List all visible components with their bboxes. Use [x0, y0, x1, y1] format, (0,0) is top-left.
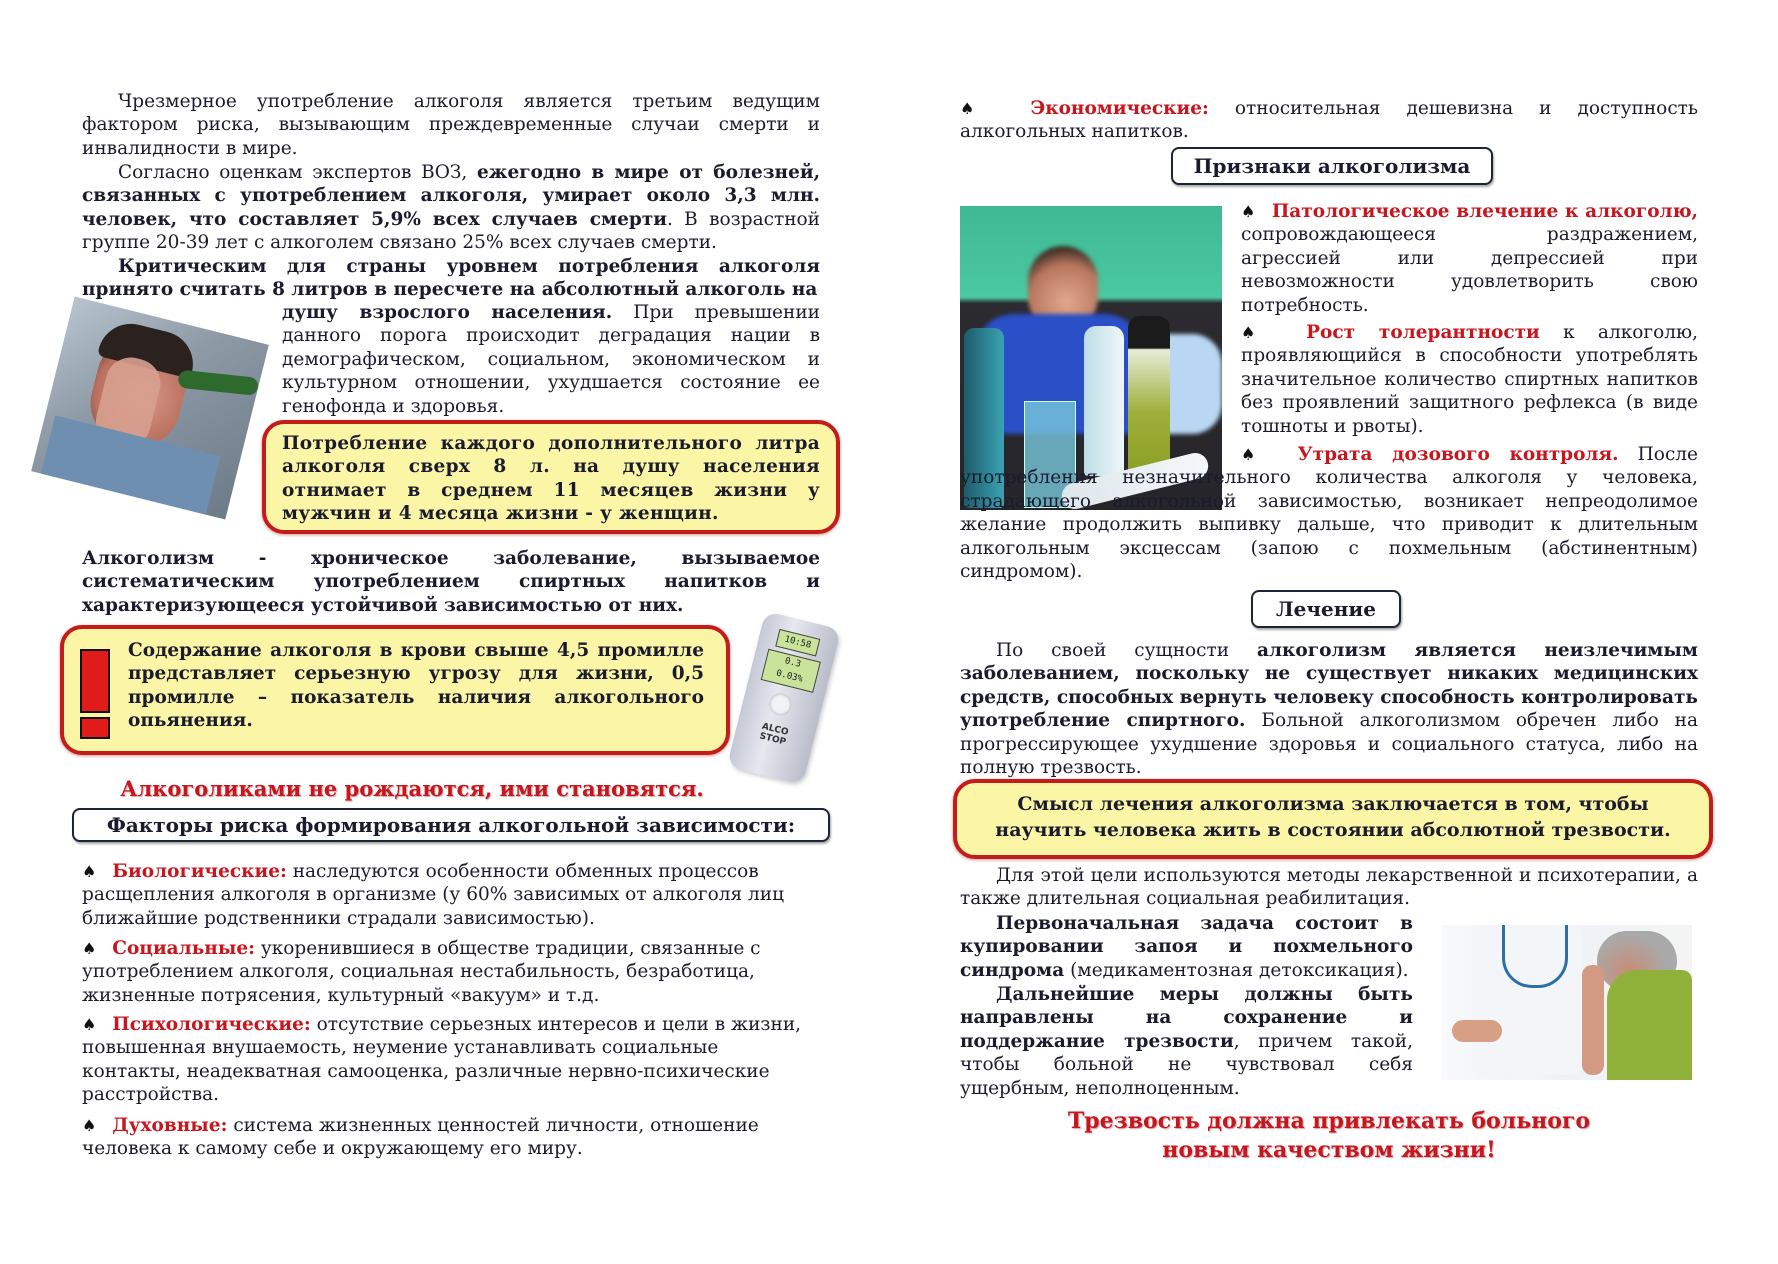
initial-bold: Первоначальная задача состоит в купировании запоя и похмельного синдрома: [960, 913, 1413, 981]
methods-paragraph: Для этой цели используются методы лекарственной и психотерапии, а также длительная социальная реабилитация.: [960, 865, 1698, 910]
treatment-bold: алкоголизм является неизлечимым заболеванием, поскольку не существует никаких медицинских средств, способных вернуть человеку способность контролировать употребление спиртного.: [960, 640, 1698, 732]
spade-icon: ♠: [82, 862, 97, 881]
intro-p2-bold: ежегодно в мире от болезней, связанных с употреблением алкоголя, умирает около 3,3 млн. человек, что составляет 5,9% всех случаев смерти: [82, 162, 821, 230]
risk-factor-text: наследуются особенности обменных процессов расщепления алкоголя в организме (у 60% зависимых от алкоголя лиц ближайшие родственники страдали зависимостью).: [82, 861, 785, 929]
risk-factor-text: отсутствие серьезных интересов и цели в жизни, повышенная внушаемость, неумение устанавливать социальные контакты, неадекватная самооценка, различные нервно-психические расстройства.: [82, 1014, 802, 1106]
spade-icon: ♠: [1241, 445, 1269, 464]
sign-text: к алкоголю, проявляющийся в способности употреблять значительное количество спиртных напитков без проявлений защитного рефлекса (в виде тошноты и рвоты).: [1241, 322, 1698, 437]
risk-factor-economic: [960, 97, 1698, 144]
risk-factor-biological: [82, 860, 820, 930]
doctor-hand: [1452, 1020, 1502, 1042]
risk-factor-title: Духовные:: [112, 1115, 228, 1136]
sign-dose-control: [960, 443, 1698, 583]
drunk-man-photo: [31, 296, 269, 519]
treatment-normal: По своей сущности: [996, 640, 1258, 661]
spade-icon: ♠: [960, 99, 995, 118]
screen-value-1: 0.3: [783, 656, 802, 670]
risk-factor-text: относительная дешевизна и доступность алкогольных напитков.: [960, 98, 1698, 143]
further-tail: , причем такой, чтобы больной не чувствовал себя ущербным, неполноценным.: [960, 1030, 1414, 1099]
exclamation-icon: [78, 649, 110, 739]
risk-factor-social: [82, 937, 820, 1007]
risk-factor-psychological: [82, 1013, 820, 1107]
risk-factor-text: укоренившиеся в обществе традиции, связанные с употреблением алкоголя, социальная нестабильность, безработица, жизненные потрясения, культурный «вакуум» и т.д.: [82, 938, 761, 1006]
risk-factor-title: Социальные:: [112, 938, 255, 959]
sign-title: Рост толерантности: [1306, 322, 1540, 343]
breathalyzer-button: [767, 691, 794, 718]
spade-icon: ♠: [1241, 323, 1273, 342]
intro-paragraph-2: [82, 161, 820, 255]
spade-icon: ♠: [82, 1015, 97, 1034]
sign-title: Патологическое влечение к алкоголю,: [1271, 201, 1698, 222]
initial-tail: (медикаментозная детоксикация).: [1064, 959, 1409, 981]
treatment-meaning-box: [953, 779, 1713, 859]
further-bold: Дальнейшие меры должны быть направлены на сохранение и поддержание трезвости: [960, 984, 1413, 1052]
critical-level-paragraph: [282, 301, 820, 418]
litre-box: [262, 420, 840, 534]
spade-icon: ♠: [82, 1116, 97, 1135]
spade-icon: ♠: [82, 939, 97, 958]
treatment-paragraph: [960, 639, 1698, 779]
meaning-line-1: Смысл лечения алкоголизма заключается в том, чтобы: [1017, 793, 1649, 815]
bottle-icon: [177, 370, 258, 396]
spade-icon: ♠: [1241, 202, 1256, 221]
intro-paragraph-1: Чрезмерное употребление алкоголя является третьим ведущим фактором риска, вызывающим преждевременные случаи смерти и инвалидности в мире.: [82, 91, 820, 159]
meaning-line-2: научить человека жить в состоянии абсолютной трезвости.: [995, 819, 1671, 841]
initial-task-paragraph: [960, 912, 1413, 982]
doctor-patient-photo: [1442, 925, 1692, 1080]
right-page: [889, 0, 1778, 1264]
patient-shirt: [1607, 970, 1692, 1080]
promille-box-text: Содержание алкоголя в крови свыше 4,5 промилле представляет серьезную угрозу для жизни, 0,5 промилле – показатель наличия алкогольного опьянения.: [128, 640, 704, 732]
treatment-tail: Больной алкоголизмом обречен либо на прогрессирующее ухудшение здоровья и социального статуса, либо на полную трезвость.: [960, 710, 1698, 779]
intro-p2-tail: . В возрастной группе 20-39 лет с алкоголем связано 25% всех случаев смерти.: [82, 208, 820, 254]
intro-p2-normal: Согласно оценкам экспертов ВОЗ,: [118, 162, 477, 183]
litre-box-text: Потребление каждого дополнительного литра алкоголя сверх 8 л. на душу населения отнимает в среднем 11 месяцев жизни у мужчин и 4 месяца жизни - у женщин.: [282, 433, 820, 525]
sign-tolerance: [1241, 321, 1698, 438]
further-measures-paragraph: [960, 983, 1413, 1100]
risk-factors-heading: Факторы риска формирования алкогольной зависимости:: [72, 808, 830, 842]
promille-box: [60, 625, 730, 755]
sign-title: Утрата дозового контроля.: [1297, 444, 1619, 465]
patient-arm: [1582, 965, 1604, 1075]
treatment-heading: Лечение: [1251, 590, 1401, 628]
slogan: Алкоголиками не рождаются, ими становятся.: [120, 776, 704, 801]
alcoholism-definition: Алкоголизм - хроническое заболевание, вызываемое систематическим употреблением спиртных напитков и характеризующееся устойчивой зависимостью от них.: [82, 548, 820, 616]
risk-factor-spiritual: [82, 1114, 820, 1161]
sign-text: сопровождающееся раздражением, агрессией или депрессией при невозможности удовлетворить свою потребность.: [1241, 224, 1698, 316]
risk-factor-text: система жизненных ценностей личности, отношение человека к самому себе и окружающему его миру.: [82, 1115, 759, 1160]
closing-line-2: новым качеством жизни!: [1162, 1137, 1496, 1163]
screen-value-2: 0.03%: [774, 668, 804, 685]
closing-line-1: Трезвость должна привлекать больного: [1067, 1108, 1591, 1134]
risk-factor-title: Биологические:: [112, 861, 287, 882]
stethoscope: [1502, 925, 1568, 988]
critical-tail: При превышении данного порога происходит деградация нации в демографическом, социальном, экономическом и культурном отношении, ухудшается состояние ее генофонда и здоровья.: [282, 302, 820, 417]
sign-text: После употребления незначительного количества алкоголя у человека, страдающего алкогольной зависимостью, возникает непреодолимое желание продолжить выпивку дальше, что приводит к длительным алкогольным эксцессам (запою с похмельным (абстинентным) синдромом).: [960, 444, 1699, 583]
breathalyzer-screen-1: 10:58: [775, 629, 820, 657]
risk-factor-title: Психологические:: [112, 1014, 311, 1035]
critical-level-heading: Критическим для страны уровнем потребления алкоголя принято считать 8 литров в пересчете на абсолютный алкоголь на: [82, 256, 820, 301]
signs-heading: Признаки алкоголизма: [1171, 147, 1493, 185]
breathalyzer-photo: [727, 611, 841, 785]
breathalyzer-brand: ALCO STOP: [758, 721, 790, 748]
risk-factor-title: Экономические:: [1030, 98, 1209, 119]
critical-bold-2: душу взрослого населения.: [282, 302, 613, 323]
sign-craving: [1241, 200, 1698, 317]
